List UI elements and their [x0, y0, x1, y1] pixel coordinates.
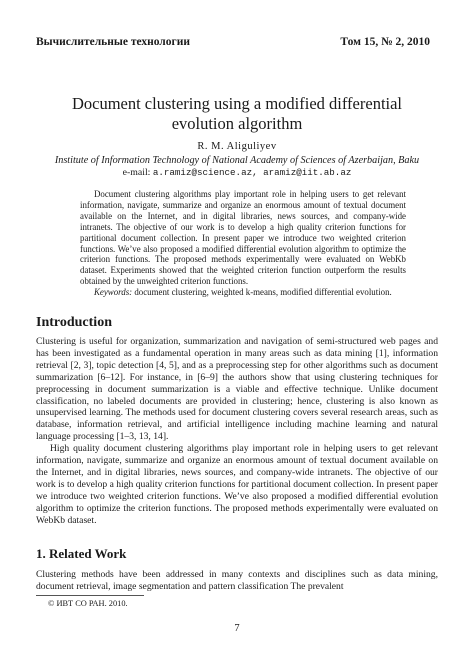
copyright-footnote: © ИВТ СО РАН. 2010. [48, 599, 128, 608]
abstract-text: Document clustering algorithms play important role in helping users to get relevant information, navigate, summarize and organize an enormous amount of textual document available on the Internet, and in digital libraries, news sources, and company-wide intranets. The objective of our work is to develop a high quality criterion functions for partitional document collection. In present paper we introduce two weighted criterion functions. We’ve also proposed a modified differential evolution algorithm to optimize the criterion functions. The proposed methods experimentally were evaluated on WebKb dataset. Experiments showed that the weighted criterion function outperform the results obtained by the unweighted criterion functions. [80, 189, 406, 287]
page-number: 7 [234, 623, 240, 634]
author-name: R. M. Aliguliyev [197, 141, 277, 152]
keywords-label: Keywords: [94, 287, 133, 298]
email-addresses: a.ramiz@science.az, aramiz@iit.ab.az [152, 167, 352, 178]
introduction-paragraph-2: High quality document clustering algorithms play important role in helping users to get relevant information, navigate, summarize and organize an enormous amount of textual document available on the Internet, and in digital libraries, news sources, and company-wide intranets. The objective of our work is to develop a high quality criterion functions for partitional document collection. In present paper we introduce two weighted criterion functions. We’ve also proposed a modified differential evolution algorithm to optimize the criterion functions. The proposed methods experimentally were evaluated on WebKb dataset. [36, 443, 438, 526]
author-affiliation: Institute of Information Technology of National Academy of Sciences of Azerbaijan, Baku [54, 155, 420, 166]
author-email [36, 167, 438, 178]
journal-name: Вычислительные технологии [36, 36, 190, 48]
paper-title [36, 94, 438, 134]
introduction-body [36, 336, 438, 527]
abstract [80, 189, 406, 298]
section-heading-related-work: 1. Related Work [36, 546, 127, 561]
paper-title-line-1: Document clustering using a modified differential [71, 94, 403, 113]
email-label: e-mail: [122, 167, 151, 178]
related-work-paragraph: Clustering methods have been addressed in many contexts and disciplines such as data mining, document retrieval, image segmentation and pattern classification The prevalent [36, 569, 438, 592]
keywords [80, 287, 406, 298]
section-heading-introduction: Introduction [36, 315, 112, 330]
footnote-divider [36, 595, 144, 596]
introduction-paragraph-1: Clustering is useful for organization, summarization and navigation of semi-structured web pages and has been investigated as a fundamental operation in many areas such as data mining [1], information retrieval [2, 3], topic detection [4, 5], and as a preprocessing step for other algorithms such as document summarization [6–12]. For instance, in [6–9] the authors show that using clustering techniques for preprocessing in document summarization is a viable and effective technique. Unlike document classification, no labeled documents are provided in clustering; hence, clustering is also known as unsupervised learning. The methods used for document clustering covers several research areas, such as database, information retrieval, and artificial intelligence including machine learning and natural language processing [1–3, 13, 14]. [36, 336, 438, 443]
journal-volume: Том 15, № 2, 2010 [340, 36, 430, 48]
keywords-text: document clustering, weighted k-means, modified differential evolution. [134, 287, 392, 298]
paper-title-line-2: evolution algorithm [171, 114, 303, 133]
